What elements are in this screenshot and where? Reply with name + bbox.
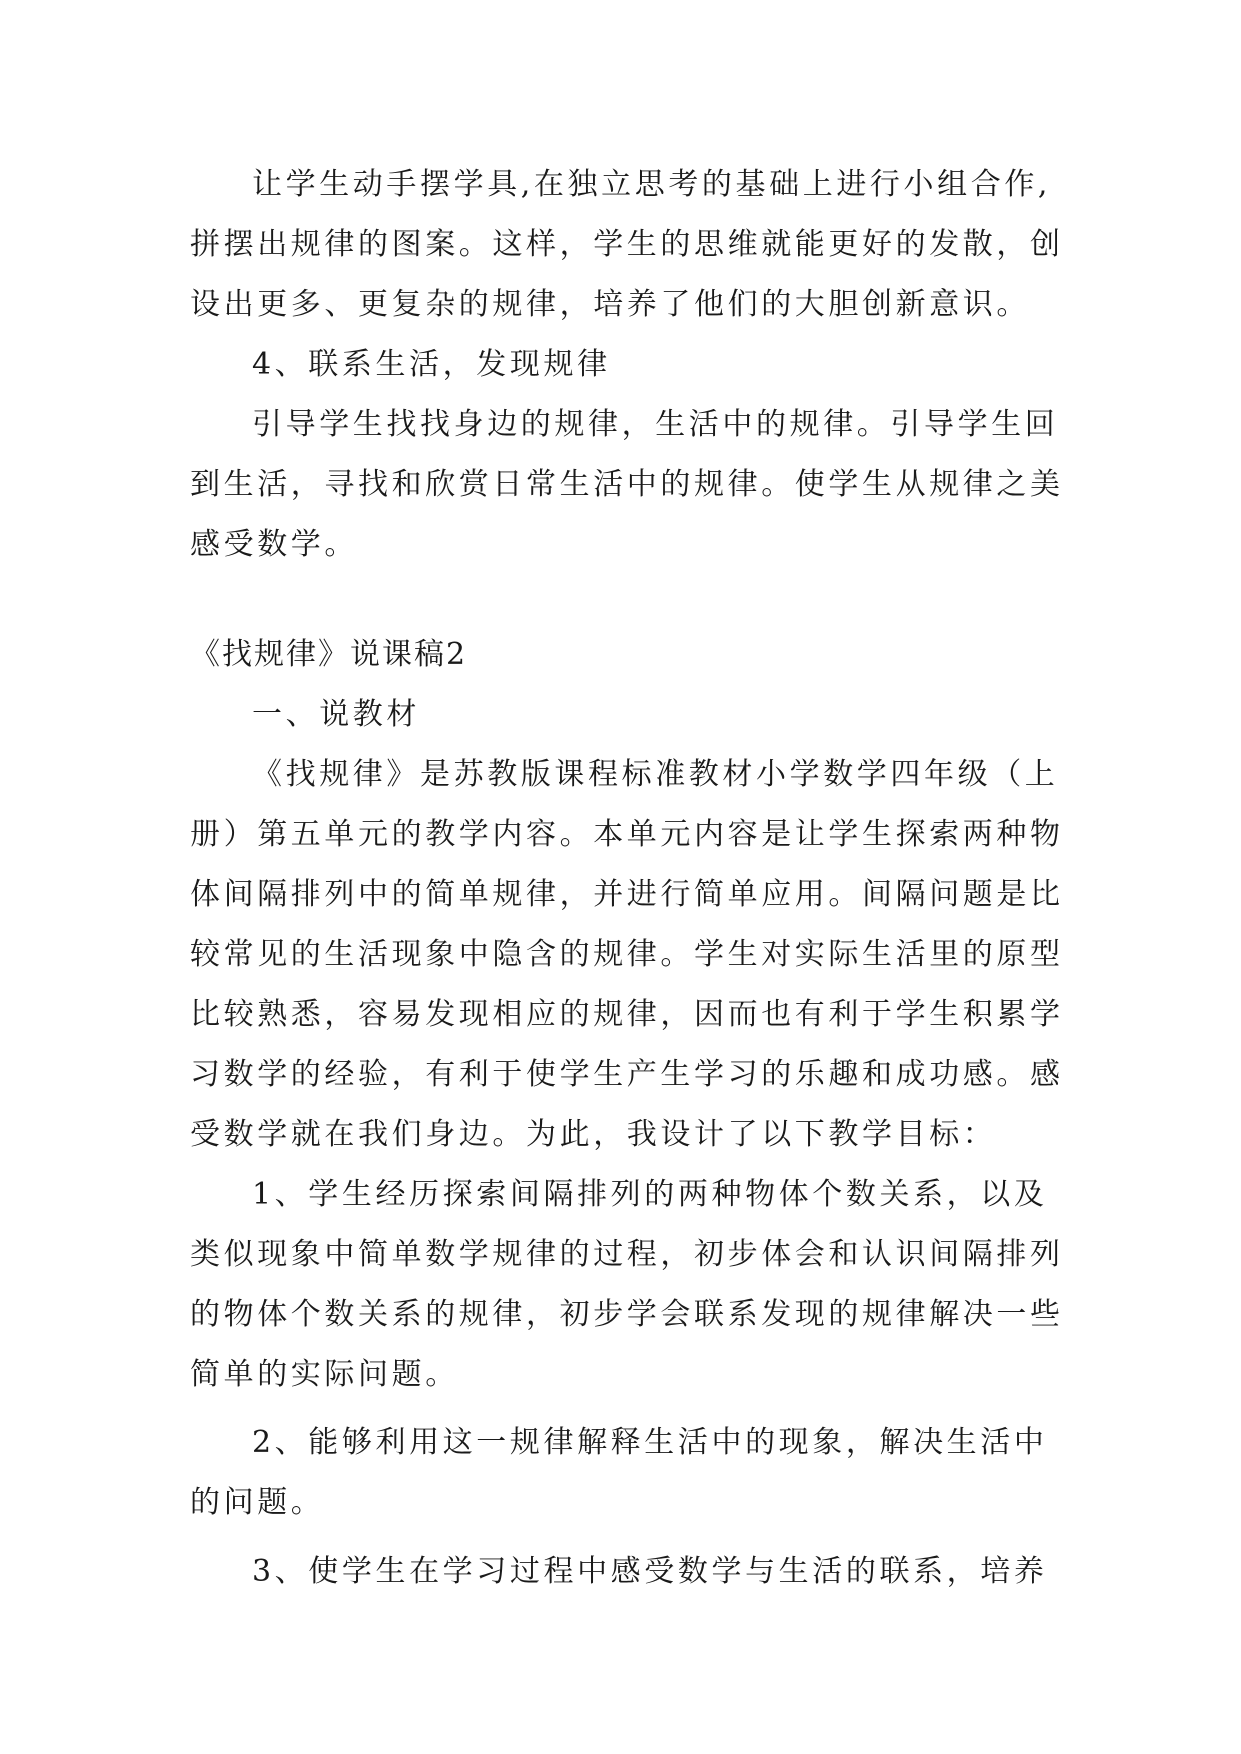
paragraph-line: 拼摆出规律的图案。这样，学生的思维就能更好的发散，创: [190, 227, 1064, 262]
paragraph-line: 到生活，寻找和欣赏日常生活中的规律。使学生从规律之美: [190, 467, 1064, 502]
paragraph-line: 的问题。: [190, 1485, 325, 1520]
paragraph-line: 引导学生找找身边的规律，生活中的规律。引导学生回: [252, 407, 1059, 442]
paragraph-line: 感受数学。: [190, 527, 358, 562]
paragraph-line: 让学生动手摆学具,在独立思考的基础上进行小组合作,: [252, 167, 1052, 202]
section-title: 《找规律》说课稿2: [190, 637, 468, 672]
paragraph-line: 册）第五单元的教学内容。本单元内容是让学生探索两种物: [190, 817, 1064, 852]
paragraph-line: 的物体个数关系的规律，初步学会联系发现的规律解决一些: [190, 1297, 1064, 1332]
paragraph-line: 2、能够利用这一规律解释生活中的现象，解决生活中: [252, 1425, 1048, 1460]
paragraph-line: 简单的实际问题。: [190, 1357, 459, 1392]
paragraph-line: 较常见的生活现象中隐含的规律。学生对实际生活里的原型: [190, 937, 1064, 972]
paragraph-line: 类似现象中简单数学规律的过程，初步体会和认识间隔排列: [190, 1237, 1064, 1272]
paragraph-line: 受数学就在我们身边。为此，我设计了以下教学目标：: [190, 1117, 997, 1152]
subheading-line: 4、联系生活，发现规律: [252, 347, 611, 382]
paragraph-line: 习数学的经验，有利于使学生产生学习的乐趣和成功感。感: [190, 1057, 1064, 1092]
paragraph-line: 设出更多、更复杂的规律，培养了他们的大胆创新意识。: [190, 287, 1030, 322]
paragraph-line: 比较熟悉，容易发现相应的规律，因而也有利于学生积累学: [190, 997, 1064, 1032]
subheading-line: 一、说教材: [252, 697, 420, 732]
paragraph-line: 体间隔排列中的简单规律，并进行简单应用。间隔问题是比: [190, 877, 1064, 912]
paragraph-line: 3、使学生在学习过程中感受数学与生活的联系，培养: [252, 1554, 1048, 1589]
paragraph-line: 1、学生经历探索间隔排列的两种物体个数关系，以及: [252, 1177, 1048, 1212]
paragraph-line: 《找规律》是苏教版课程标准教材小学数学四年级（上: [252, 757, 1059, 792]
